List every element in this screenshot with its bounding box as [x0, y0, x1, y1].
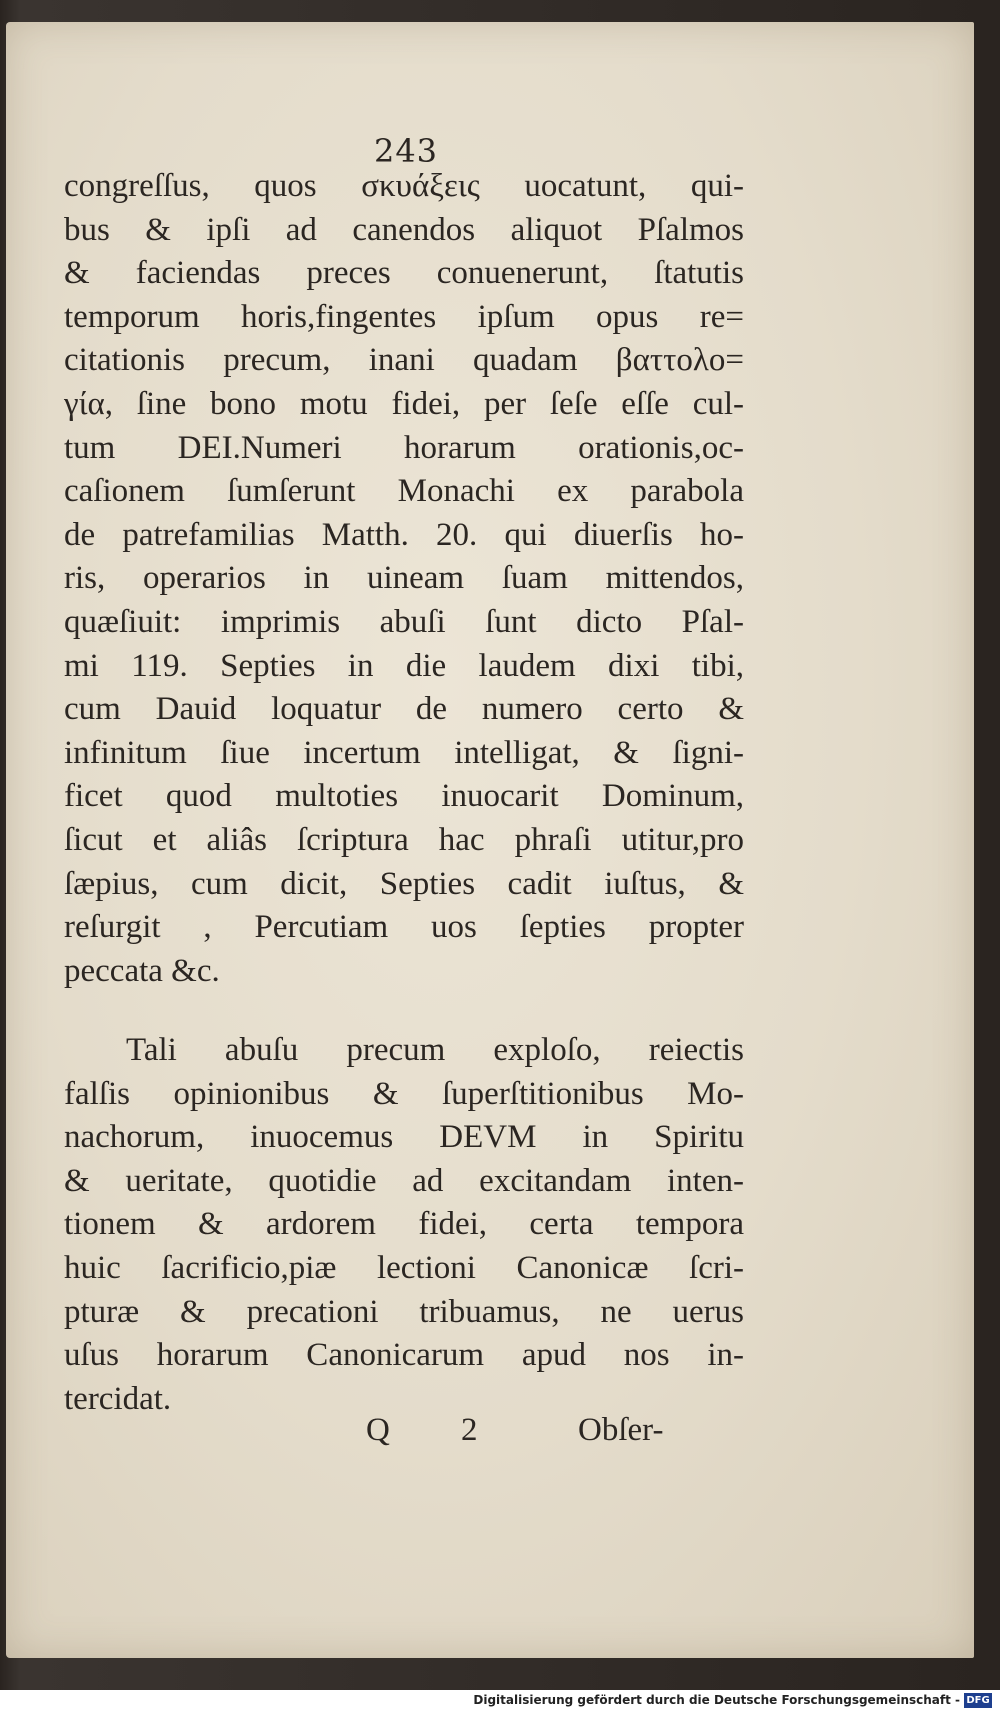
paragraph-1: [64, 165, 744, 993]
text-line: & faciendas preces conuenerunt, ſtatutis: [64, 255, 744, 292]
text-line: falſis opinionibus & ſuperſtitionibus Mo-: [64, 1075, 744, 1112]
text-line: ſicut et aliâs ſcriptura hac phraſi utitur,pro: [64, 821, 744, 858]
text-line: temporum horis,fingentes ipſum opus re=: [64, 298, 744, 335]
signature-number: 2: [461, 1412, 478, 1448]
text-line: ris, operarios in uineam ſuam mittendos,: [64, 560, 744, 597]
footer-bar: [0, 1690, 1000, 1712]
text-line: cum Dauid loquatur de numero certo &: [64, 691, 744, 728]
text-line: ficet quod multoties inuocarit Dominum,: [64, 778, 744, 815]
funding-notice: Digitalisierung gefördert durch die Deutsche Forschungsgemeinschaft -: [473, 1693, 960, 1707]
text-line: mi 119. Septies in die laudem dixi tibi,: [64, 647, 744, 684]
text-line: & ueritate, quotidie ad excitandam inten-: [64, 1162, 744, 1199]
text-line: quæſiuit: imprimis abuſi ſunt dicto Pſal-: [64, 603, 744, 640]
text-line: de patrefamilias Matth. 20. qui diuerſis ho-: [64, 516, 744, 553]
text-line: Tali abuſu precum exploſo, reiectis: [126, 1032, 744, 1068]
page-number: 243: [373, 132, 439, 170]
text-line: pturæ & precationi tribuamus, ne uerus: [64, 1293, 744, 1330]
text-line: peccata &c.: [64, 952, 220, 989]
catchword: Obſer-: [578, 1412, 664, 1448]
text-line: infinitum ſiue incertum intelligat, & ſigni-: [64, 734, 744, 771]
text-line: congreſſus, quos σκυάξεις uocatunt, qui-: [64, 168, 744, 204]
text-line: caſionem ſumſerunt Monachi ex parabola: [64, 473, 744, 510]
text-line: reſurgit , Percutiam uos ſepties propter: [64, 909, 744, 946]
text-line: bus & ipſi ad canendos aliquot Pſalmos: [64, 211, 744, 248]
text-line: ſæpius, cum dicit, Septies cadit iuſtus, &: [64, 865, 744, 902]
text-line: uſus horarum Canonicarum apud nos in-: [64, 1337, 744, 1374]
signature-mark: Q: [366, 1412, 390, 1448]
text-line: huic ſacrificio,piæ lectioni Canonicæ ſcri-: [64, 1249, 744, 1286]
text-line: tum DEI.Numeri horarum orationis,oc-: [64, 429, 744, 466]
paragraph-2: [64, 1029, 744, 1421]
book-page: [6, 22, 974, 1658]
text-line: tionem & ardorem fidei, certa tempora: [64, 1206, 744, 1243]
text-line: citationis precum, inani quadam βαττολο=: [64, 342, 744, 379]
dfg-logo-icon: DFG: [964, 1693, 992, 1708]
text-line: γία, ſine bono motu fidei, per ſeſe eſſe cul-: [64, 385, 744, 422]
text-line: tercidat.: [64, 1380, 172, 1417]
text-line: nachorum, inuocemus DEVM in Spiritu: [64, 1119, 744, 1156]
